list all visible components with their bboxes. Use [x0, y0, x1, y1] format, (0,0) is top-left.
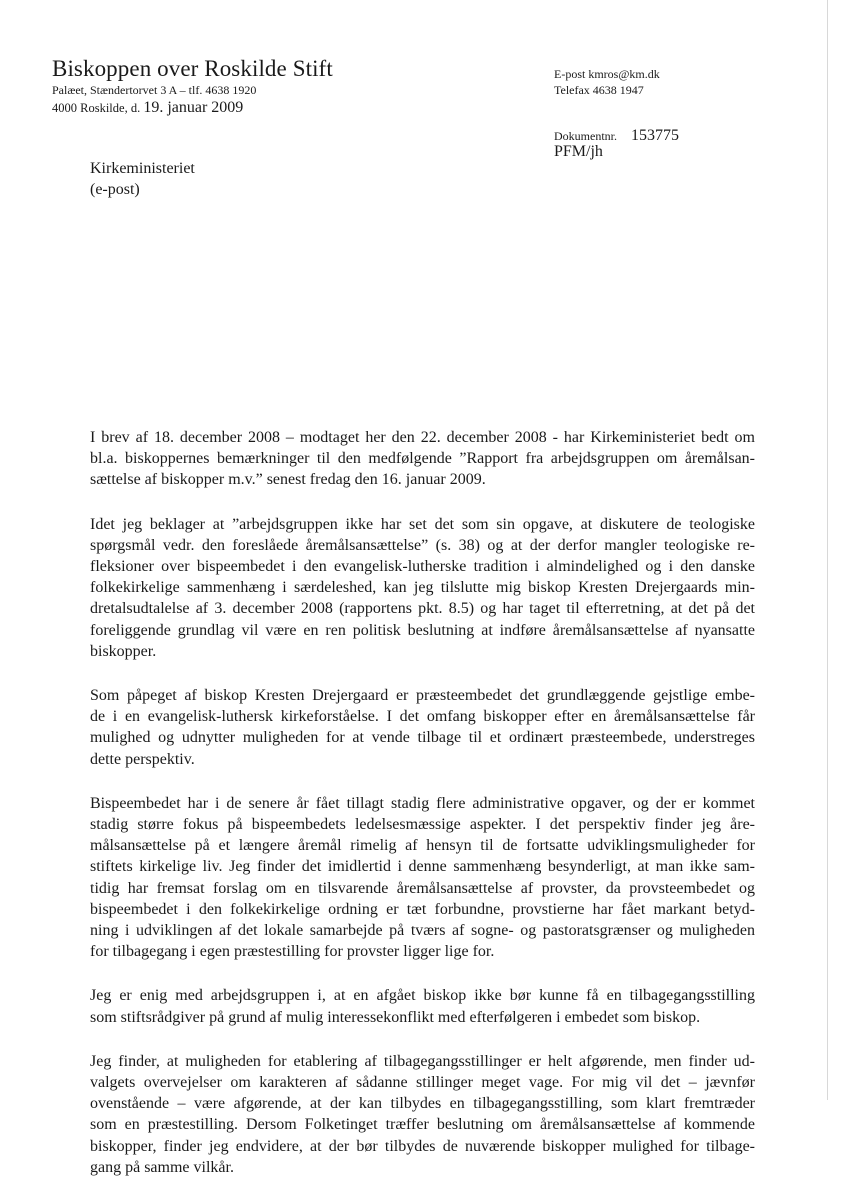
- body-line: biskopper, finder jeg endvidere, at der bør tilbydes de nuværende biskopper mulighed for tilbage-: [90, 1137, 755, 1155]
- body-paragraph: [90, 685, 755, 770]
- sender-address: Palæet, Stændertorvet 3 A – tlf. 4638 1920: [52, 83, 257, 97]
- body-paragraph: [90, 427, 755, 491]
- body-line: Jeg finder, at muligheden for etablering af tilbagegangsstillinger er helt afgørende, men finder ud-: [90, 1052, 755, 1070]
- body-line: bl.a. biskoppernes bemærkninger til den medfølgende ”Rapport fra arbejdsgruppen om åremålsan-: [90, 450, 755, 468]
- letter-body: [90, 427, 755, 1201]
- body-line: Jeg er enig med arbejdsgruppen i, at en afgået biskop ikke bør kunne få en tilbagegangsstilling: [90, 987, 755, 1005]
- body-line: Bispeembedet har i de senere år fået tillagt stadig flere administrative opgaver, og der er kommet: [90, 794, 755, 812]
- body-line: for tilbagegang i egen præstestilling for provster ligger lige for.: [90, 943, 495, 961]
- body-line: målsansættelse på et længere åremål rimelig af hensyn til de fortsatte udviklingsmuligheder for: [90, 837, 755, 855]
- recipient-delivery: (e-post): [90, 181, 140, 198]
- body-line: valgets overvejelser om karakteren af sådanne stillinger meget vage. For mig vil det – jævnfør: [90, 1074, 755, 1092]
- sender-name: Biskoppen over Roskilde Stift: [52, 56, 333, 81]
- letter-date: 19. januar 2009: [143, 99, 244, 116]
- scan-edge: [827, 0, 828, 1100]
- body-paragraph: [90, 985, 755, 1027]
- body-line: ning i udviklingen af det lokale samarbejde på tværs af sogne- og pastoratsgrænser og muligheden: [90, 922, 755, 940]
- body-paragraph: [90, 514, 755, 662]
- body-line: de i en evangelisk-luthersk kirkeforståelse. I det omfang biskopper efter en åremålsansættelse får: [90, 708, 755, 726]
- body-line: folkekirkelige sammenhæng i særdeleshed, kan jeg tilslutte mig biskop Kresten Drejergaards min-: [90, 579, 755, 597]
- body-line: spørgsmål vedr. den foreslåede åremålsansættelse” (s. 38) og at der derfor mangler teologiske re-: [90, 536, 755, 554]
- recipient-name: Kirkeministeriet: [90, 160, 195, 177]
- body-line: foreliggende grundlag vil være en ren politisk beslutning at indføre åremålsansættelse af nyansatte: [90, 621, 755, 639]
- body-line: I brev af 18. december 2008 – modtaget her den 22. december 2008 - har Kirkeministeriet bedt om: [90, 429, 755, 446]
- body-line: Som påpeget af biskop Kresten Drejergaard er præsteembedet det grundlæggende gejstlige embe-: [90, 687, 755, 705]
- contact-email: E-post kmros@km.dk: [554, 67, 660, 81]
- body-line: som stiftsrådgiver på grund af mulig interessekonflikt med efterfølgeren i embedet som biskop.: [90, 1008, 701, 1026]
- contact-fax: Telefax 4638 1947: [554, 83, 644, 97]
- document-number-value: 153775: [631, 127, 679, 144]
- body-line: Idet jeg beklager at ”arbejdsgruppen ikke har set det som sin opgave, at diskutere de teologiske: [90, 515, 755, 533]
- body-paragraph: [90, 1051, 755, 1178]
- body-line: biskopper.: [90, 642, 157, 660]
- body-line: bispeembedet i den folkekirkelige ordning er tæt forbundne, provstierne har fået markant betyd-: [90, 900, 755, 918]
- sender-city: 4000 Roskilde, d.: [52, 101, 141, 115]
- body-line: ovenstående – være afgørende, at der kan tilbydes en tilbagegangsstilling, som klart fremtræder: [90, 1095, 755, 1113]
- body-line: fleksioner over bispeembedet i den evangelisk-lutherske tradition i almindelighed og i den danske: [90, 558, 755, 576]
- body-line: tidig har fremsat forslag om en tilsvarende åremålsansættelse af provster, da provsteembedet og: [90, 879, 755, 897]
- document-number-label: Dokumentnr.: [554, 129, 617, 143]
- body-line: mulighed og udnytter muligheden for at vende tilbage til et ordinært præsteembede, understreges: [90, 729, 755, 747]
- sender-city-date: [52, 99, 243, 117]
- document-reference: PFM/jh: [554, 143, 603, 160]
- body-line: stadig større fokus på bispeembedets ledelsesmæssige aspekter. I det perspektiv finder jeg åre-: [90, 816, 755, 834]
- body-paragraph: [90, 793, 755, 963]
- body-line: sættelse af biskopper m.v.” senest fredag den 16. januar 2009.: [90, 471, 486, 489]
- body-line: dretalsudtalelse af 3. december 2008 (rapportens pkt. 8.5) og har taget til efterretning, at det på det: [90, 600, 755, 618]
- body-line: gang på samme vilkår.: [90, 1158, 234, 1176]
- body-line: stiftets kirkelige liv. Jeg finder det imidlertid i denne sammenhæng besynderligt, at man ikke sam-: [90, 858, 755, 876]
- body-line: dette perspektiv.: [90, 750, 195, 768]
- body-line: som en præstestilling. Dersom Folketinget træffer beslutning om åremålsansættelse af kommende: [90, 1116, 755, 1134]
